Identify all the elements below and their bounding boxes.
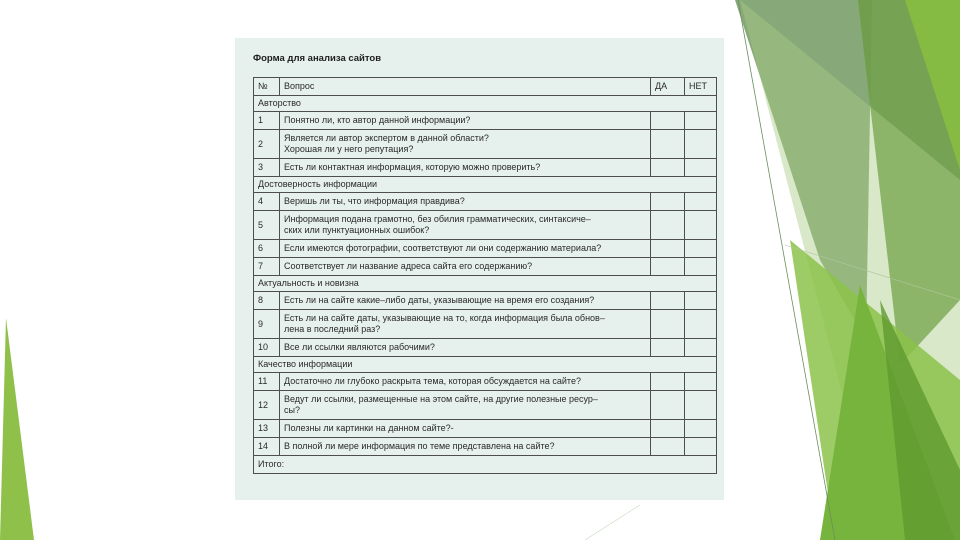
answer-yes-cell[interactable]	[651, 420, 685, 438]
answer-no-cell[interactable]	[685, 130, 717, 159]
answer-no-cell[interactable]	[685, 339, 717, 357]
answer-no-cell[interactable]	[685, 240, 717, 258]
question-text	[280, 373, 651, 391]
answer-yes-cell[interactable]	[651, 438, 685, 456]
answer-no-cell[interactable]	[685, 159, 717, 177]
answer-yes-cell[interactable]	[651, 112, 685, 130]
question-row	[254, 159, 717, 177]
analysis-table	[253, 77, 717, 474]
question-text-line: ских или пунктуационных ошибок?	[284, 225, 430, 235]
total-row	[254, 456, 717, 474]
question-text-line: Веришь ли ты, что информация правдива?	[284, 196, 465, 206]
question-row	[254, 310, 717, 339]
question-text	[280, 420, 651, 438]
question-text	[280, 438, 651, 456]
question-number: 6	[254, 240, 280, 258]
question-text	[280, 193, 651, 211]
answer-no-cell[interactable]	[685, 310, 717, 339]
total-label: Итого:	[254, 456, 717, 474]
table-header-row	[254, 78, 717, 96]
answer-no-cell[interactable]	[685, 373, 717, 391]
header-yes: ДА	[651, 78, 685, 96]
question-text-line: Понятно ли, кто автор данной информации?	[284, 115, 471, 125]
question-text-line: лена в последний раз?	[284, 324, 381, 334]
section-title: Достоверность информации	[254, 177, 717, 193]
answer-no-cell[interactable]	[685, 211, 717, 240]
answer-yes-cell[interactable]	[651, 339, 685, 357]
question-number: 9	[254, 310, 280, 339]
left-green-shard	[0, 318, 34, 540]
question-text	[280, 112, 651, 130]
question-row	[254, 240, 717, 258]
question-number: 13	[254, 420, 280, 438]
question-text	[280, 339, 651, 357]
question-text-line: Есть ли контактная информация, которую можно проверить?	[284, 162, 541, 172]
answer-yes-cell[interactable]	[651, 310, 685, 339]
question-text-line: Все ли ссылки являются рабочими?	[284, 342, 435, 352]
answer-yes-cell[interactable]	[651, 258, 685, 276]
question-text	[280, 159, 651, 177]
question-row	[254, 112, 717, 130]
question-text-line: Есть ли на сайте даты, указывающие на то, когда информация была обнов–	[284, 313, 605, 323]
question-text-line: Если имеются фотографии, соответствуют ли они содержанию материала?	[284, 243, 602, 253]
question-text-line: Ведут ли ссылки, размещенные на этом сайте, на другие полезные ресур–	[284, 394, 598, 404]
question-text-line: В полной ли мере информация по теме представлена на сайте?	[284, 441, 555, 451]
answer-no-cell[interactable]	[685, 193, 717, 211]
thin-line-3	[585, 505, 640, 540]
section-row	[254, 177, 717, 193]
answer-yes-cell[interactable]	[651, 130, 685, 159]
question-row	[254, 420, 717, 438]
question-text-line: Полезны ли картинки на данном сайте?-	[284, 423, 454, 433]
question-number: 5	[254, 211, 280, 240]
question-text	[280, 310, 651, 339]
question-row	[254, 292, 717, 310]
answer-no-cell[interactable]	[685, 438, 717, 456]
question-row	[254, 339, 717, 357]
answer-yes-cell[interactable]	[651, 391, 685, 420]
question-number: 4	[254, 193, 280, 211]
question-row	[254, 373, 717, 391]
question-text	[280, 211, 651, 240]
section-title: Актуальность и новизна	[254, 276, 717, 292]
header-number: №	[254, 78, 280, 96]
header-no: НЕТ	[685, 78, 717, 96]
answer-yes-cell[interactable]	[651, 211, 685, 240]
question-number: 1	[254, 112, 280, 130]
question-number: 8	[254, 292, 280, 310]
section-row	[254, 357, 717, 373]
answer-no-cell[interactable]	[685, 258, 717, 276]
section-title: Качество информации	[254, 357, 717, 373]
answer-no-cell[interactable]	[685, 420, 717, 438]
question-text	[280, 292, 651, 310]
answer-no-cell[interactable]	[685, 292, 717, 310]
header-question: Вопрос	[280, 78, 651, 96]
question-text-line: Информация подана грамотно, без обилия грамматических, синтаксиче–	[284, 214, 591, 224]
question-number: 10	[254, 339, 280, 357]
question-text-line: Есть ли на сайте какие–либо даты, указывающие на время его создания?	[284, 295, 595, 305]
question-text-line: Соответствует ли название адреса сайта его содержанию?	[284, 261, 533, 271]
form-title: Форма для анализа сайтов	[253, 53, 382, 64]
question-text-line: Хорошая ли у него репутация?	[284, 144, 414, 154]
form-card	[235, 38, 724, 500]
question-text	[280, 258, 651, 276]
question-row	[254, 258, 717, 276]
question-text-line: Достаточно ли глубоко раскрыта тема, которая обсуждается на сайте?	[284, 376, 581, 386]
question-number: 7	[254, 258, 280, 276]
section-row	[254, 276, 717, 292]
answer-yes-cell[interactable]	[651, 240, 685, 258]
answer-no-cell[interactable]	[685, 112, 717, 130]
question-row	[254, 211, 717, 240]
question-number: 3	[254, 159, 280, 177]
question-row	[254, 130, 717, 159]
answer-yes-cell[interactable]	[651, 373, 685, 391]
answer-yes-cell[interactable]	[651, 193, 685, 211]
question-row	[254, 193, 717, 211]
question-number: 12	[254, 391, 280, 420]
question-text	[280, 240, 651, 258]
answer-yes-cell[interactable]	[651, 159, 685, 177]
question-text	[280, 391, 651, 420]
question-row	[254, 438, 717, 456]
question-text-line: Является ли автор экспертом в данной области?	[284, 133, 489, 143]
question-number: 2	[254, 130, 280, 159]
question-number: 11	[254, 373, 280, 391]
question-text	[280, 130, 651, 159]
section-title: Авторство	[254, 96, 717, 112]
question-row	[254, 391, 717, 420]
answer-yes-cell[interactable]	[651, 292, 685, 310]
answer-no-cell[interactable]	[685, 391, 717, 420]
question-number: 14	[254, 438, 280, 456]
question-text-line: сы?	[284, 405, 300, 415]
section-row	[254, 96, 717, 112]
